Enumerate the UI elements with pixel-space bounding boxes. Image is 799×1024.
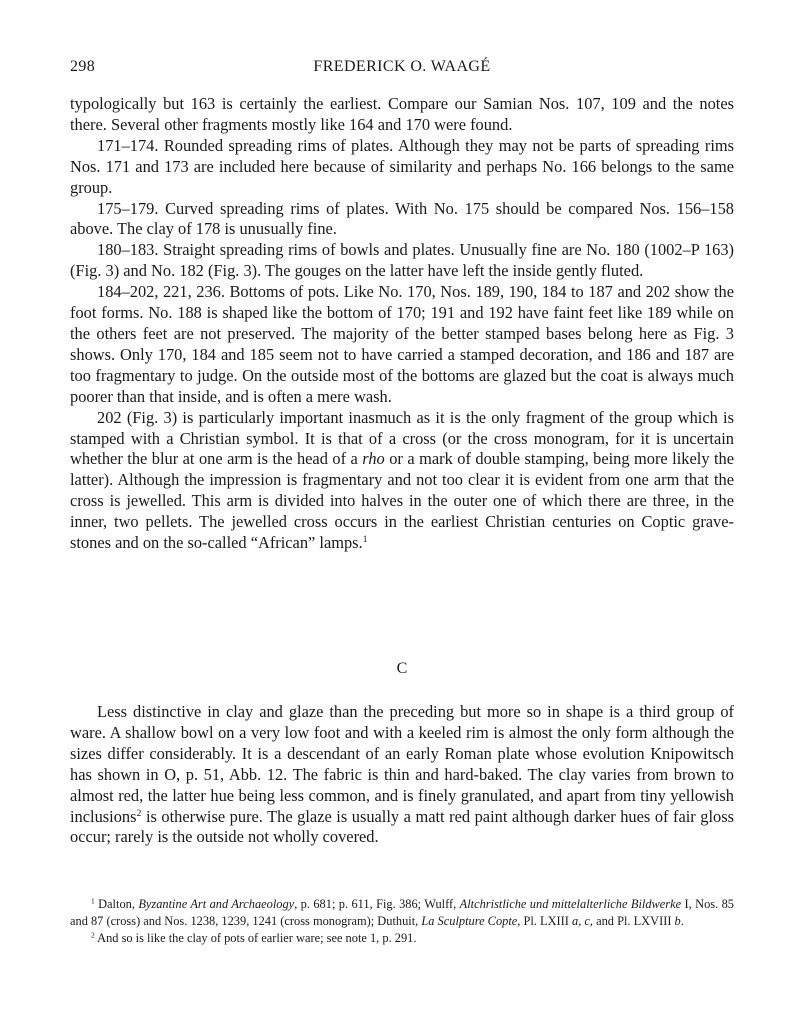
section-heading: C xyxy=(396,660,408,677)
fn1-a: Dalton, xyxy=(94,897,139,911)
page-header xyxy=(70,58,734,82)
footnotes xyxy=(70,896,734,947)
footnote-2 xyxy=(70,930,734,947)
section-c-text-b: is otherwise pure. The glaze is usually a matt red paint although darker hues of fair gloss occur; rarely is the outside not wholly covered. xyxy=(70,806,734,847)
paragraph-continued: typologically but 163 is certainly the earliest. Compare our Samian Nos. 107, 109 and the notes there. Several other fragments mostly like 164 and 170 were found. xyxy=(70,94,734,134)
page-number: 298 xyxy=(70,58,96,75)
paragraph-180-183: 180–183. Straight spreading rims of bowls and plates. Unusually fine are No. 180 (1002–P 163) (Fig. 3) and No. 182 (Fig. 3). The gouges on the latter have left the inside gently fluted. xyxy=(70,240,734,281)
rho-term: rho xyxy=(362,449,385,469)
footnote-2-mark: 2 xyxy=(91,930,95,940)
fn1-t5: b xyxy=(674,914,681,928)
fn1-b: , p. 681; p. 611, Fig. 386; Wulff, xyxy=(294,897,460,911)
fn1-title-1: Byzantine Art and Archaeology xyxy=(138,897,295,911)
paragraph-section-c xyxy=(70,702,734,848)
fn1-d: , Pl. LXIII xyxy=(517,914,572,928)
fn1-title-2: Altchristliche und mittelalterliche Bildwerke xyxy=(459,897,682,911)
main-text xyxy=(70,94,734,554)
fn1-c: I, Nos. 85 and 87 (cross) and Nos. 1238, 1239, 1241 (cross monogram); Duthuit, xyxy=(70,897,734,928)
footnote-1 xyxy=(70,896,734,930)
fn1-f: . xyxy=(680,914,684,928)
footnote-ref-1: 1 xyxy=(362,534,368,546)
running-title: FREDERICK O. WAAGÉ xyxy=(313,58,491,75)
footnote-1-mark: 1 xyxy=(91,896,95,906)
fn2-text: And so is like the clay of pots of earlier ware; see note 1, p. 291. xyxy=(94,931,417,945)
paragraph-175-179: 175–179. Curved spreading rims of plates. With No. 175 should be compared Nos. 156–158 above. The clay of 178 is unusually fine. xyxy=(70,198,734,239)
paragraph-202-text-b: or a mark of double stamping, being more likely the latter). Although the impression is fragmentary and not too clear it is evident from one arm that the cross is jewelled. This arm is divided into halves in the outer one of which there are three, in the inner, two pellets. The jewelled cross occurs in the earliest Christian centuries on Coptic grave-stones and on the so-called “African” lamps. xyxy=(70,449,735,553)
fn1-e: , and Pl. LXVIII xyxy=(589,914,675,928)
section-c-text xyxy=(70,702,734,848)
fn1-title-3: La Sculpture Copte xyxy=(421,914,518,928)
paragraph-202 xyxy=(70,408,734,554)
paragraph-184-202: 184–202, 221, 236. Bottoms of pots. Like No. 170, Nos. 189, 190, 184 to 187 and 202 show the foot forms. No. 188 is shaped like the bottom of 170; 191 and 192 have faint feet like 189 while on the others feet are not preserved. The majority of the better stamped bases belong here as Fig. 3 shows. Only 170, 184 and 185 seem not to have carried a stamped decoration, and 186 and 187 are too fragmentary to judge. On the outside most of the bottoms are glazed but the coat is always much poorer than that inside, and is often a mere wash. xyxy=(70,282,734,406)
paragraph-171-174: 171–174. Rounded spreading rims of plates. Although they may not be parts of spreading rims Nos. 171 and 173 are included here because of similarity and perhaps No. 166 belongs to the same group. xyxy=(70,135,734,197)
fn1-t4: a, c xyxy=(572,914,590,928)
section-c-text-a: Less distinctive in clay and glaze than the preceding but more so in shape is a third group of ware. A shallow bowl on a very low foot and with a keeled rim is almost the only form although the sizes differ considerably. It is a descendant of an early Roman plate whose evolution Knipowitsch has shown in O, p. 51, Abb. 12. The fabric is thin and hard-baked. The clay varies from brown to almost red, the latter hue being less common, and is finely granulated, and apart from tiny yellowish inclusions xyxy=(70,702,734,826)
footnote-ref-2: 2 xyxy=(136,807,142,819)
paragraph-202-text-a: 202 (Fig. 3) is particularly important inasmuch as it is the only fragment of the group which is stamped with a Christian symbol. It is that of a cross (or the cross monogram, for it is uncertain whether the blur at one arm is the head of a xyxy=(70,407,734,469)
